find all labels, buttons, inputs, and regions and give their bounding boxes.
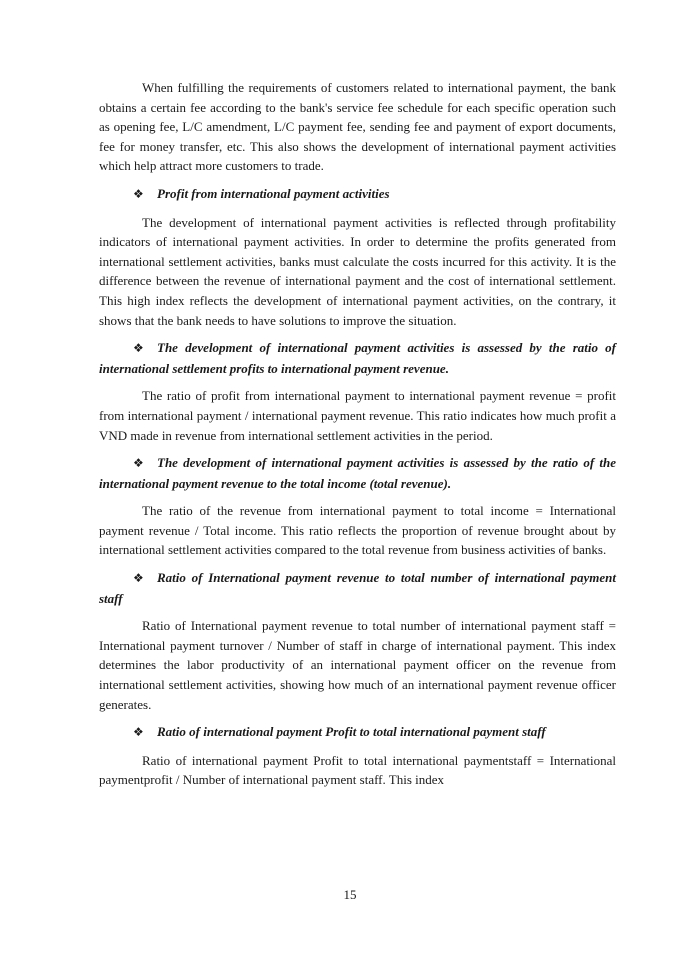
heading-revenue-per-staff [99, 568, 616, 608]
heading-profit-ratio [99, 338, 616, 378]
paragraph-profit-ratio: The ratio of profit from international payment to international payment revenue = profit from international payment / international payment revenue. This ratio indicates how much profit a VND made in revenue from international settlement activities in the period. [99, 388, 616, 443]
page-number: 15 [343, 887, 357, 902]
heading-profit-per-staff [99, 722, 616, 743]
diamond-bullet-icon: ❖ [133, 725, 144, 740]
heading-profit [99, 184, 616, 205]
paragraph-revenue-ratio: The ratio of the revenue from international payment to total income = International payment revenue / Total income. This ratio reflects the proportion of revenue brought about by international settlement activities compared to the total revenue from business activities of banks. [99, 503, 616, 558]
diamond-bullet-icon: ❖ [133, 456, 144, 471]
diamond-bullet-icon: ❖ [133, 341, 144, 356]
heading-profit-ratio-text: The development of international payment activities is assessed by the ratio of international settlement profits to international payment revenue. [99, 340, 616, 376]
paragraph-revenue-per-staff: Ratio of International payment revenue to total number of international payment staff = International payment turnover / Number of staff in charge of international payment. This index determines the labor productivity of an international payment officer on the revenue from international settlement activities, showing how much of an international payment revenue officer generates. [99, 618, 616, 712]
heading-profit-text: Profit from international payment activities [157, 185, 390, 201]
paragraph-profit-per-staff: Ratio of international payment Profit to total international paymentstaff = International paymentprofit / Number of international payment staff. This index [99, 752, 616, 788]
diamond-bullet-icon: ❖ [133, 571, 144, 586]
paragraph-profitability: The development of international payment activities is reflected through profitability indicators of international payment activities. In order to determine the profits generated from international settlement activities, banks must calculate the costs incurred for this activity. It is the difference between the revenue of international payment and the cost of international settlement. This high index reflects the development of international payment activities, on the contrary, it shows that the bank needs to have solutions to improve the situation. [99, 214, 616, 328]
heading-revenue-ratio-text: The development of international payment activities is assessed by the ratio of the international payment revenue to the total income (total revenue). [99, 455, 616, 491]
paragraph-fees: When fulfilling the requirements of customers related to international payment, the bank obtains a certain fee according to the bank's service fee schedule for each specific operation such as opening fee, L/C amendment, L/C payment fee, sending fee and payment of export documents, fee for money transfer, etc. This also shows the development of international payment activities which help attract more customers to trade. [99, 80, 616, 174]
diamond-bullet-icon: ❖ [133, 186, 144, 201]
heading-profit-per-staff-text: Ratio of international payment Profit to total international payment staff [157, 724, 546, 740]
heading-revenue-ratio [99, 453, 616, 493]
document-page [99, 78, 616, 798]
heading-revenue-per-staff-text: Ratio of International payment revenue to total number of international payment staff [99, 570, 616, 606]
